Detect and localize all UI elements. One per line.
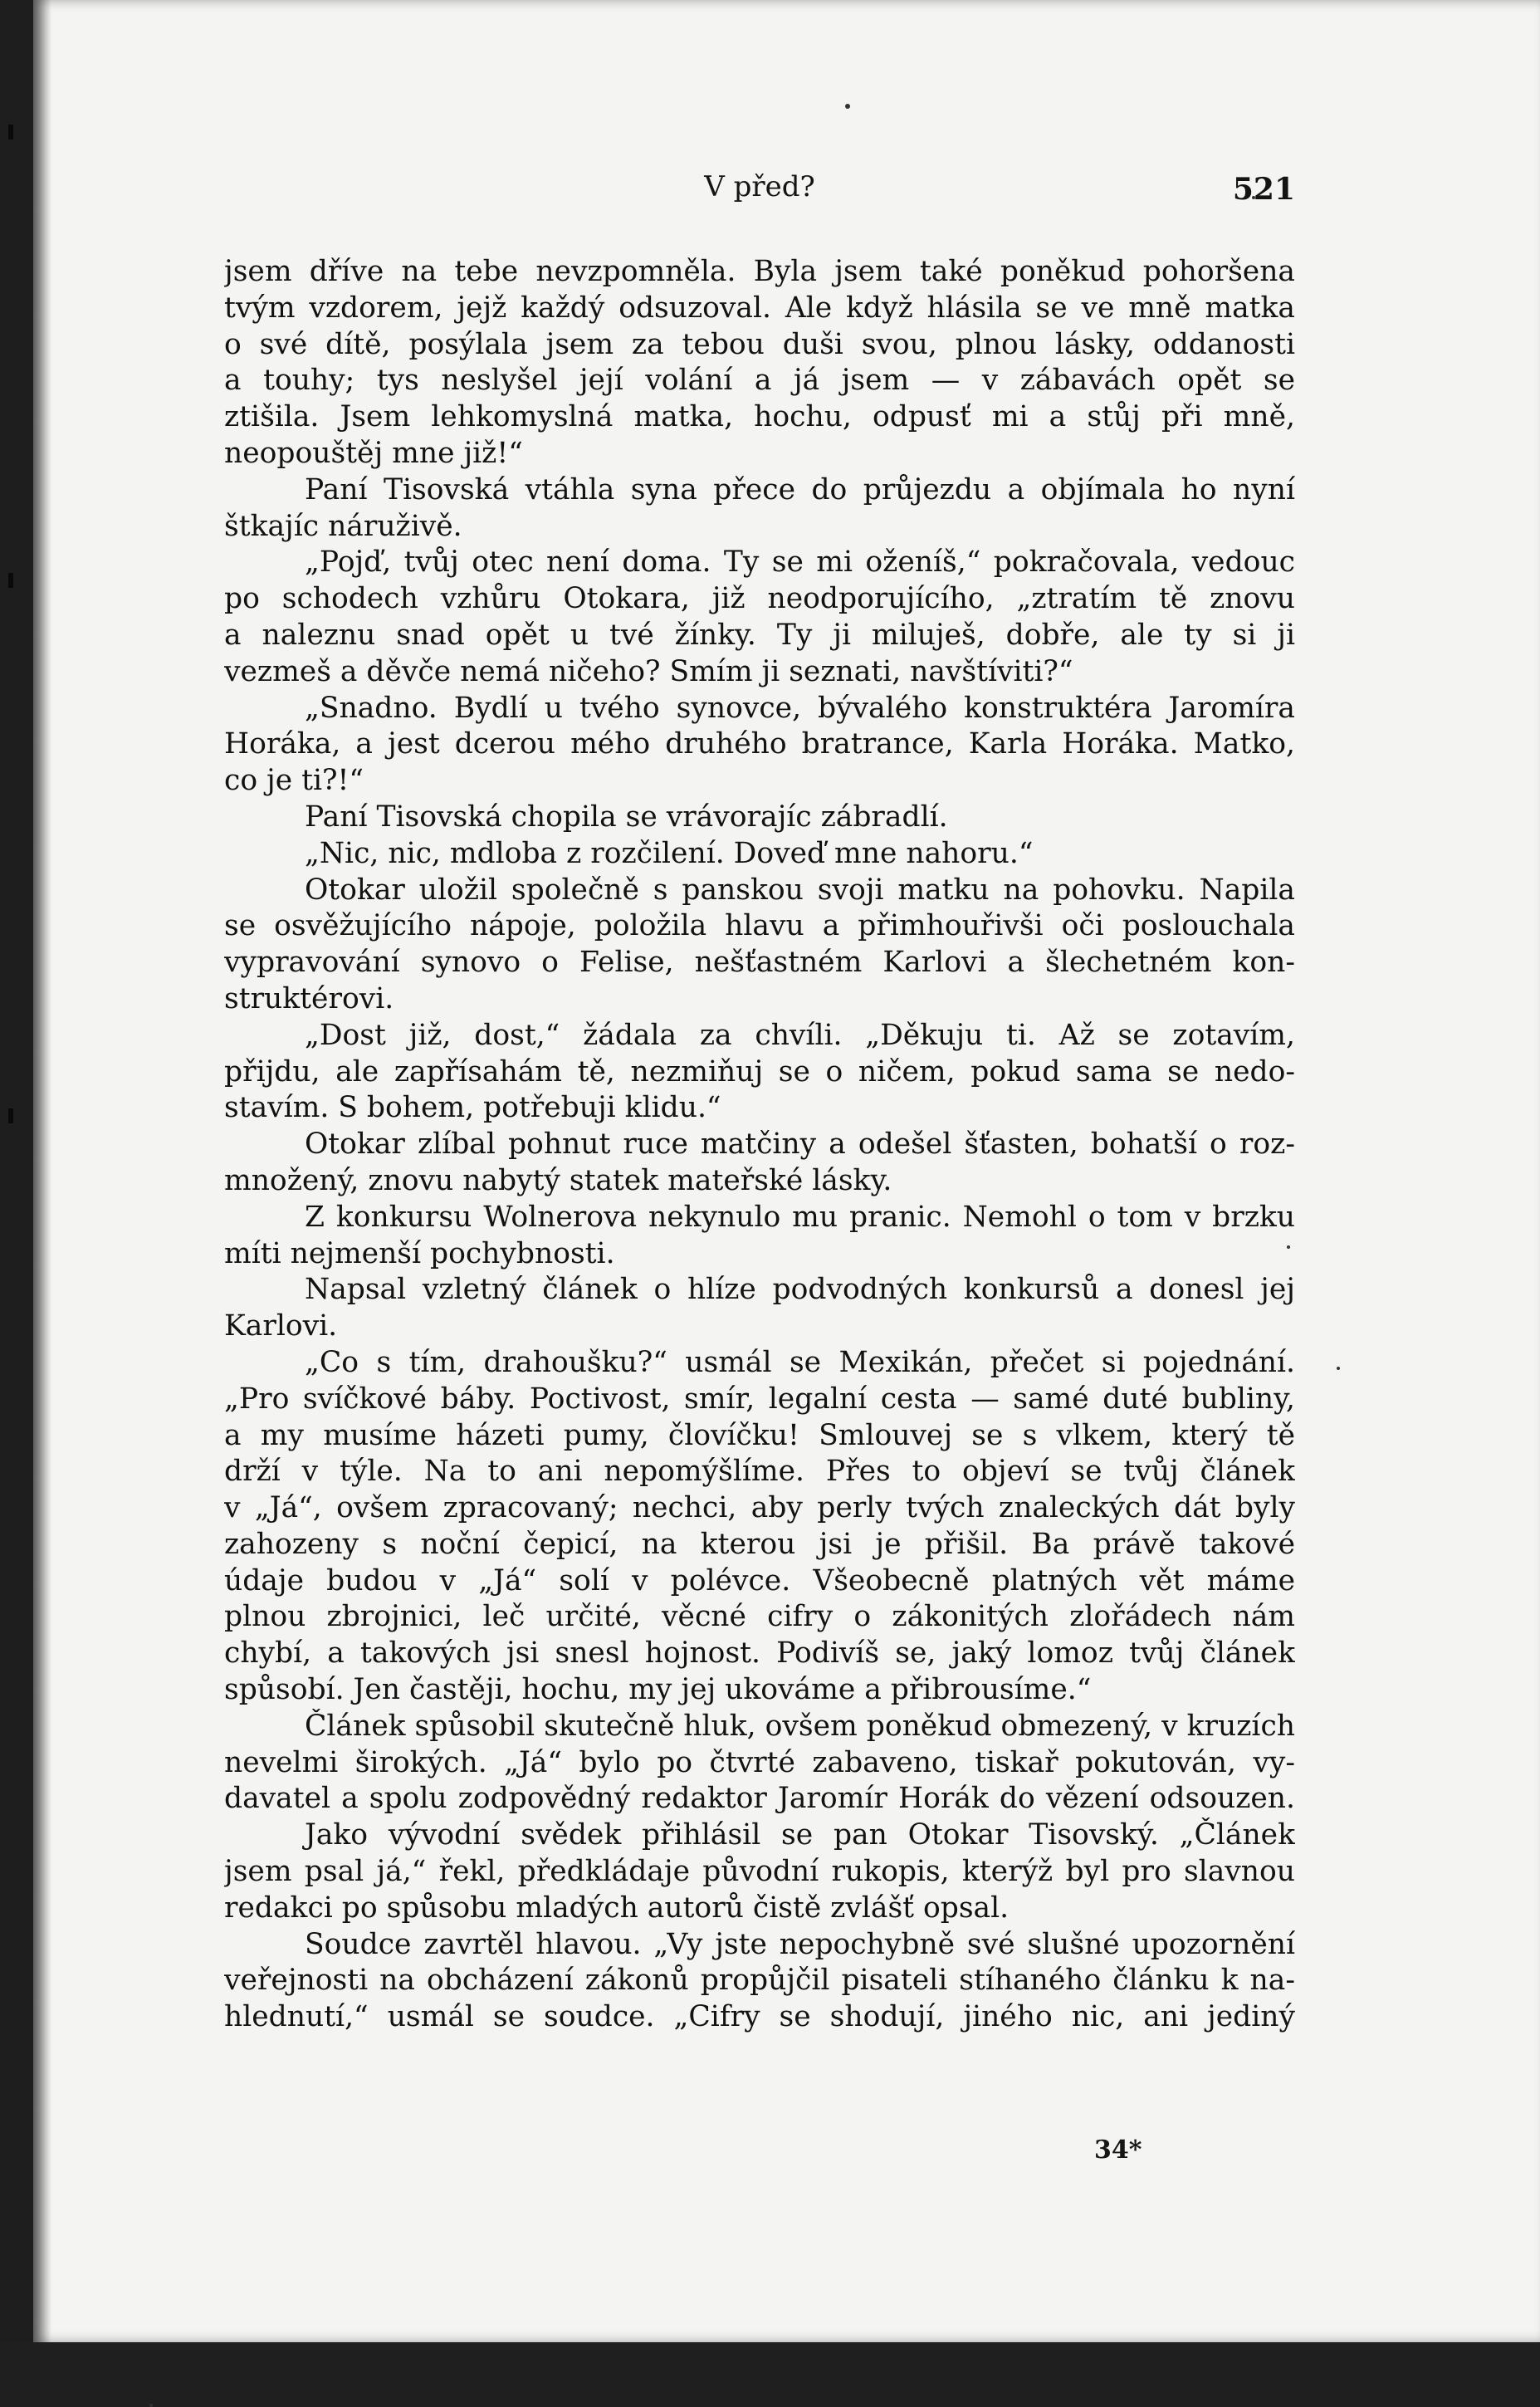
text-line: po schodech vzhůru Otokara, již neodporujícího, „ztratím tě znovu	[224, 582, 1295, 616]
text-line: štkajíc náruživě.	[224, 509, 462, 543]
text-line: „Co s tím, drahoušku?“ usmál se Mexikán, přečet si pojednání.	[305, 1345, 1295, 1379]
text-line: tvým vzdorem, jejž každý odsuzoval. Ale když hlásila se ve mně matka	[224, 291, 1295, 325]
text-line: přijdu, ale zapřísahám tě, nezmiňuj se o ničem, pokud sama se nedo-	[224, 1054, 1295, 1089]
text-line: a my musíme házeti pumy, človíčku! Smlouvej se s vlkem, který tě	[224, 1418, 1295, 1452]
body-text	[224, 254, 1295, 2036]
text-line: „Pro svíčkové báby. Poctivost, smír, legalní cesta — samé duté bubliny,	[224, 1382, 1295, 1416]
text-line: redakci po spůsobu mladých autorů čistě zvlášť opsal.	[224, 1891, 1010, 1925]
text-line: vezmeš a děvče nemá ničeho? Smím ji seznati, navštíviti?“	[224, 654, 1073, 688]
speck	[1337, 1367, 1340, 1370]
text-line: Článek spůsobil skutečně hluk, ovšem poněkud obmezený, v kruzích	[305, 1709, 1295, 1743]
margin-mark	[8, 1108, 13, 1123]
text-line: stavím. S bohem, potřebuji klidu.“	[224, 1091, 721, 1125]
running-title: V před?	[704, 170, 815, 203]
speck	[149, 2404, 153, 2407]
text-line: ztišila. Jsem lehkomyslná matka, hochu, odpusť mi a stůj při mně,	[224, 400, 1295, 434]
text-line: davatel a spolu zodpovědný redaktor Jaromír Horák do vězení odsouzen.	[224, 1782, 1295, 1816]
text-line: co je ti?!“	[224, 764, 364, 798]
text-line: neopouštěj mne již!“	[224, 436, 523, 470]
text-line: míti nejmenší pochybnosti.	[224, 1236, 615, 1270]
text-line: drží v týle. Na to ani nepomýšlíme. Přes to objeví se tvůj článek	[224, 1455, 1295, 1489]
text-line: množený, znovu nabytý statek mateřské lásky.	[224, 1163, 892, 1197]
text-line: nevelmi širokých. „Já“ bylo po čtvrté zabaveno, tiskař pokutován, vy-	[224, 1745, 1295, 1779]
text-line: v „Já“, ovšem zpracovaný; nechci, aby perly tvých znaleckých dát byly	[224, 1491, 1295, 1525]
text-line: „Pojď, tvůj otec není doma. Ty se mi oženíš,“ pokračovala, vedouc	[305, 545, 1295, 580]
text-line: hlednutí,“ usmál se soudce. „Cifry se shodují, jiného nic, ani jediný	[224, 2000, 1295, 2034]
text-line: a touhy; tys neslyšel její volání a já jsem — v zábavách opět se	[224, 364, 1295, 398]
text-line: Paní Tisovská chopila se vrávorajíc zábradlí.	[305, 800, 948, 834]
text-line: Napsal vzletný článek o hlíze podvodných konkursů a donesl jej	[305, 1273, 1295, 1307]
page-header	[224, 170, 1295, 212]
text-line: Z konkursu Wolnerova nekynulo mu pranic. Nemohl o tom v brzku	[305, 1200, 1295, 1234]
text-line: Soudce zavrtěl hlavou. „Vy jste nepochybně své slušné upozornění	[305, 1927, 1295, 1961]
text-line: Otokar uložil společně s panskou svoji matku na pohovku. Napila	[305, 873, 1295, 907]
speck	[845, 104, 850, 109]
text-line: se osvěžujícího nápoje, položila hlavu a přimhouřivši oči poslouchala	[224, 909, 1295, 943]
text-line: „Dost již, dost,“ žádala za chvíli. „Děkuju ti. Až se zotavím,	[305, 1018, 1295, 1052]
text-line: Karlovi.	[224, 1309, 338, 1343]
margin-mark	[8, 573, 13, 588]
text-line: „Snadno. Bydlí u tvého synovce, bývalého konstruktéra Jaromíra	[305, 691, 1295, 725]
page-number: 521	[1232, 172, 1295, 207]
text-line: a naleznu snad opět u tvé žínky. Ty ji miluješ, dobře, ale ty si ji	[224, 618, 1295, 652]
text-line: spůsobí. Jen častěji, hochu, my jej ukováme a přibrousíme.“	[224, 1673, 1092, 1707]
text-line: údaje budou v „Já“ solí v polévce. Všeobecně platných vět máme	[224, 1563, 1295, 1597]
text-line: jsem psal já,“ řekl, předkládaje původní rukopis, kterýž byl pro slavnou	[224, 1855, 1295, 1889]
signature-mark: 34*	[1094, 2135, 1142, 2165]
margin-mark	[8, 125, 13, 139]
text-line: vypravování synovo o Felise, nešťastném Karlovi a šlechetném kon-	[224, 946, 1295, 980]
text-line: Otokar zlíbal pohnut ruce matčiny a odešel šťasten, bohatší o roz-	[305, 1128, 1295, 1162]
text-line: Jako vývodní svědek přihlásil se pan Otokar Tisovský. „Článek	[305, 1818, 1295, 1852]
text-line: zahozeny s noční čepicí, na kterou jsi je přišil. Ba právě takové	[224, 1527, 1295, 1561]
text-line: veřejnosti na obcházení zákonů propůjčil pisateli stíhaného článku k na-	[224, 1964, 1295, 1998]
text-line: plnou zbrojnici, leč určité, věcné cifry o zákonitých zlořádech nám	[224, 1600, 1295, 1634]
text-line: Paní Tisovská vtáhla syna přece do průjezdu a objímala ho nyní	[305, 472, 1295, 506]
text-line: struktérovi.	[224, 981, 394, 1015]
text-line: jsem dříve na tebe nevzpomněla. Byla jsem také poněkud pohoršena	[224, 255, 1295, 288]
text-line: chybí, a takových jsi snesl hojnost. Podivíš se, jaký lomoz tvůj článek	[224, 1636, 1295, 1671]
text-line: Horáka, a jest dcerou mého druhého bratrance, Karla Horáka. Matko,	[224, 727, 1295, 761]
text-line: „Nic, nic, mdloba z rozčilení. Doveď mne nahoru.“	[305, 836, 1034, 870]
text-line: o své dítě, posýlala jsem za tebou duši svou, plnou lásky, oddanosti	[224, 327, 1295, 361]
